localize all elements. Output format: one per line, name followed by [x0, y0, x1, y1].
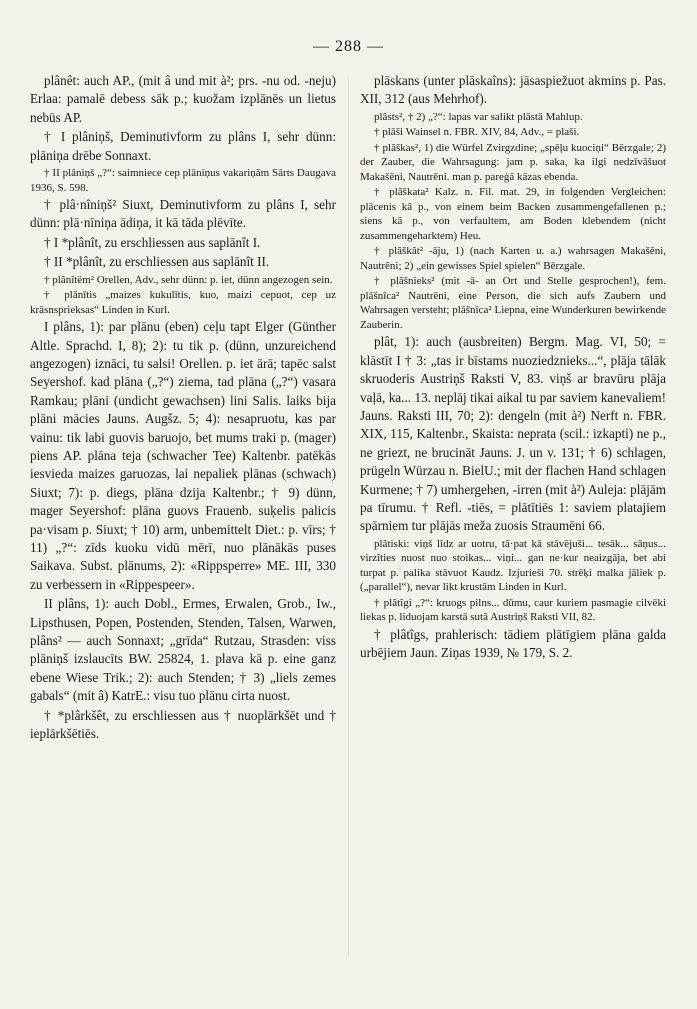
dictionary-entry: † II plâniņš „?“: saimniece cep plāniņus vakariņām Sārts Daugava 1936, S. 598.	[30, 167, 336, 194]
dictionary-entry: † plâšnieks² (mit -ā- an Ort und Stelle gesprochen!), fem. plāšnīca² Nautrēni, eine Person, die sich aufs Zaubern und Wahrsagen versteht; plāšnīca² Liepna, eine Wunderkuren bewirkende Zauberin.	[360, 275, 666, 331]
dictionary-entry: † I plâniņš, Deminutivform zu plâns I, sehr dünn: plāniņa drēbe Sonnaxt.	[30, 129, 336, 163]
dictionary-entry: † *plârkšêt, zu erschliessen aus † nuoplārkšēt und † ieplārkšētiēs.	[30, 707, 336, 742]
dictionary-entry: II plâns, 1): auch Dobl., Ermes, Erwalen, Grob., Iw., Lipsthusen, Popen, Postenden, Stenden, Talsen, Warwen, plâns² — auch Sonnaxt; „grīda“ Rutzau, Strasden: viss plāniņš izslaucīts BW. 25824, 1. plava kā p. eine ganz ebene Wiese Trik.; 2): auch Stenden; † 3) „liels zemes gabals“ (mit â) KatrE.: visu tuo plānu cirta nuost.	[30, 596, 336, 704]
column-divider	[348, 78, 349, 958]
left-column	[30, 72, 336, 992]
dictionary-entry: † plâškas², 1) die Würfel Zvirgzdine; „spēļu kuociņi“ Bērzgale; 2) der Zauber, die Wahrsagung: jam p. saka, ka ilgi nedzīvāšuot Makašēni, Nautrēni. man p. pareģā kāzas ebenda.	[360, 141, 666, 183]
dictionary-entry: † plâtîgi „?“: kruogs pilns... dūmu, caur kuriem pasmagie cilvēki liekas p. liduojam karstā sutā Austriņš Raksti VII, 82.	[360, 596, 666, 624]
dictionary-entry: plât, 1): auch (ausbreiten) Bergm. Mag. VI, 50; = klāstīt I † 3: „tas ir bīstams nuoziedznieks...“, plāja tālāk skruoderis Austriņš Raksti V, 83. viņš ar bravūru plāja vaļā, ka... 13. neplāj tikai aikal tu par saviem kanevaliem! Jauns. Raksti III, 70; 2): dengeln (mit à²) Nerft n. FBR. XIX, 115, Kaltenbr., Skaista: neprata (scil.: izkapti) ne p., ne griezt, ne brucināt Jauns. J. un v. 131; † 6) schlagen, prügeln Würzau n. BielU.; mit der flachen Hand schlagen Kurmene; † 7) umhergehen, -irren (mit à²) Auleja: plājām pa tīrumu. † Refl. -tiēs, = plātītiēs 1: saviem platajiem spārniem tur plājās meža zuosis Straumēni 66.	[360, 334, 666, 534]
page-number: — 288 —	[313, 38, 384, 55]
dictionary-entry: † plāši Wainsel n. FBR. XIV, 84, Adv., = plaši.	[374, 126, 580, 139]
dictionary-entry: † I *plânît, zu erschliessen aus saplānît I.	[44, 234, 261, 250]
dictionary-entry: plāskans (unter plāskaîns): jāsaspiežuot akmins p. Pas. XII, 312 (aus Mehrhof).	[360, 73, 666, 107]
dictionary-entry: plânêt: auch AP., (mit â und mit à²; prs. -nu od. -neju) Erlaa: pamalē debess sāk p.; kuožam izplānēs un lietus nebūs AP.	[30, 73, 336, 125]
dictionary-entry: † plâškât² -āju, 1) (nach Karten u. a.) wahrsagen Makašēni, Nautrēni; 2) „ein gewisses Spiel spielen“ Bērzgale.	[360, 245, 666, 272]
dictionary-entry: † plâškata² Kalz. n. Fil. mat. 29, in folgenden Vergleichen: plācenis kâ p., von einem beim Backen zusammengefallenen p.; siens kā p., von verfaultem, am Boden klebendem (nicht zusammengeharktem) Heu.	[360, 186, 666, 242]
dictionary-entry: plâsts², † 2) „?“: lapas var salikt plāstā Mahlup.	[374, 110, 583, 123]
dictionary-entry: plâtiski: viņš līdz ar uotru, tâ·pat kā stāvējuši... tesāk... sāņus... virzīties nuost nuo stoikas... viņi... gan ne·kur neaizgāja, bet abi turpat p. palika stāvuot Kaudz. Izjurieši 70. strēķi malka jāliek p. („parallel“), nevar likt krustām Linden in Kurl.	[360, 537, 666, 594]
dictionary-entry: † plânîtëm² Orellen, Adv., sehr dünn: p. iet, dünn angezogen sein.	[44, 273, 333, 286]
right-column	[360, 72, 666, 992]
dictionary-entry: † plâ·nîniņš² Siuxt, Deminutivform zu plâns I, sehr dünn: plā·nīniņa ādiņa, it kā tāda plēvīte.	[30, 197, 336, 231]
dictionary-entry: † II *plânît, zu erschliessen aus saplānît II.	[44, 254, 270, 270]
dictionary-entry: I plâns, 1): par plānu (eben) ceļu tapt Elger (Günther Altle. Sprachd. I, 8); 2): tu tik p. (dünn, unzureichend angezogen) iznāci, tu salsi! Orellen. p. iet ārā; tapēc salst Seyershof. kad plāna („?“) ziema, tad plāna („?“) vasara Ramkau; plāni (undicht gewachsen) lini Salis. laiks bija plāni mācies Jauns. Augšz. 5; 4): nesapruotu, kas par vainu: tik labi guovis baruojo, bet mums traki p. (mager) piens AP. plāna teja (schwacher Tee) Kaltenbr. patēkās iesvieda maizes garuozas, lai nepaliek plānas (schwach) Siuxt; 7): p. diegs, plāna dzija Kaltenbr.; † 9) dünn, mager Seyershof: plāna guovs Frauenb. suķelis palicis pa·visam p. Siuxt; † 10) arm, unbemittelt Diet.: p. vīrs; † 11) „?“: zīds kuoku vidū mērī, nuo plānākās puses Saikava. Subst. plānums, 2): «Rippsperre» ME. III, 330 zu verbessern in «Rippespeer».	[30, 319, 336, 592]
dictionary-entry: † plānītis „maizes kukulītis, kuo, maizi cepuot, cep uz krāsnsprieksas“ Linden in Kurl.	[30, 289, 336, 316]
dictionary-entry: † plâtîgs, prahlerisch: tādiem plātīgiem plāna galda urbējiem Jaun. Ziņas 1939, № 179, S. 2.	[360, 626, 666, 661]
